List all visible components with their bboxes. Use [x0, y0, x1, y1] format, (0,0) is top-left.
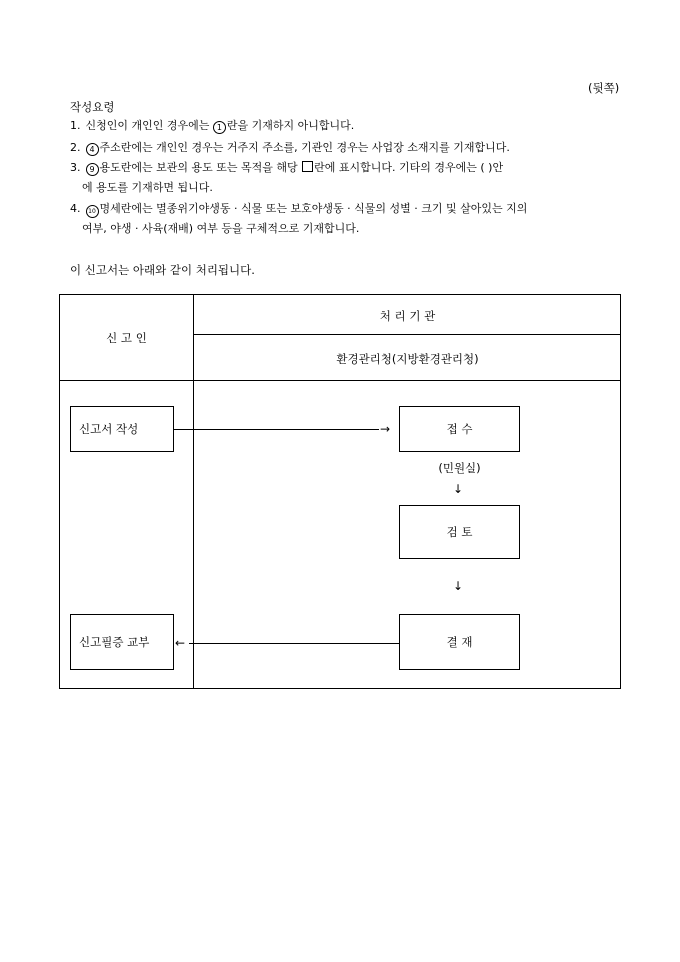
step-label: 접 수: [446, 422, 473, 436]
connector-line: [189, 643, 399, 644]
arrow-right-icon: →: [380, 422, 391, 436]
connector-line: [174, 429, 379, 430]
table-divider: [194, 334, 621, 335]
circled-number-icon: 1: [213, 121, 226, 134]
instruction-3: [70, 158, 622, 198]
instruction-continuation: 에 용도를 기재하면 됩니다.: [82, 181, 213, 194]
instruction-text: 주소란에는 개인인 경우는 거주지 주소를, 기관인 경우는 사업장 소재지를 기재합니다.: [99, 141, 510, 154]
instruction-text: 용도란에는 보관의 용도 또는 목적을 해당: [99, 161, 298, 174]
step-label: 검 토: [446, 525, 473, 539]
instruction-number: 3.: [70, 161, 81, 174]
arrow-down-icon: ↓: [453, 482, 464, 496]
arrow-left-icon: ←: [175, 636, 186, 650]
processing-note: 이 신고서는 아래와 같이 처리됩니다.: [70, 263, 255, 277]
circled-number-icon: 10: [86, 205, 99, 218]
instruction-text: 란에 표시합니다. 기타의 경우에는 ( )안: [314, 161, 504, 174]
instructions-title: 작성요령: [70, 100, 115, 114]
circled-number-icon: 4: [86, 143, 99, 156]
back-page-label: (뒷쪽): [588, 81, 620, 95]
instruction-4: [70, 199, 622, 239]
agency-column-header: 처 리 기 관: [379, 309, 436, 323]
instruction-text: 란을 기재하지 아니합니다.: [226, 119, 355, 132]
instruction-number: 1.: [70, 119, 81, 132]
receive-office-label: (민원실): [438, 461, 481, 475]
agency-name: 환경관리청(지방환경관리청): [336, 352, 479, 366]
instruction-number: 2.: [70, 141, 81, 154]
step-label: 신고서 작성: [79, 422, 139, 436]
instruction-number: 4.: [70, 202, 81, 215]
instruction-continuation: 여부, 야생 · 사육(재배) 여부 등을 구체적으로 기재합니다.: [82, 222, 360, 235]
table-divider: [60, 380, 621, 381]
step-receive: [399, 406, 520, 452]
instruction-text: 명세란에는 멸종위기야생동 · 식물 또는 보호야생동 · 식물의 성별 · 크기 및 살아있는 지의: [99, 202, 528, 215]
circled-number-icon: 9: [86, 163, 99, 176]
instruction-1: [70, 116, 622, 136]
step-decide: [399, 614, 520, 670]
instruction-2: [70, 138, 622, 158]
step-label: 결 재: [446, 635, 473, 649]
step-label: 신고필증 교부: [79, 635, 150, 649]
step-write-report: [70, 406, 174, 452]
instruction-text: 신청인이 개인인 경우에는: [85, 119, 210, 132]
arrow-down-icon: ↓: [453, 579, 464, 593]
reporter-column-header: 신 고 인: [106, 331, 147, 345]
step-review: [399, 505, 520, 559]
step-issue-certificate: [70, 614, 174, 670]
checkbox-square-icon: [302, 161, 313, 172]
